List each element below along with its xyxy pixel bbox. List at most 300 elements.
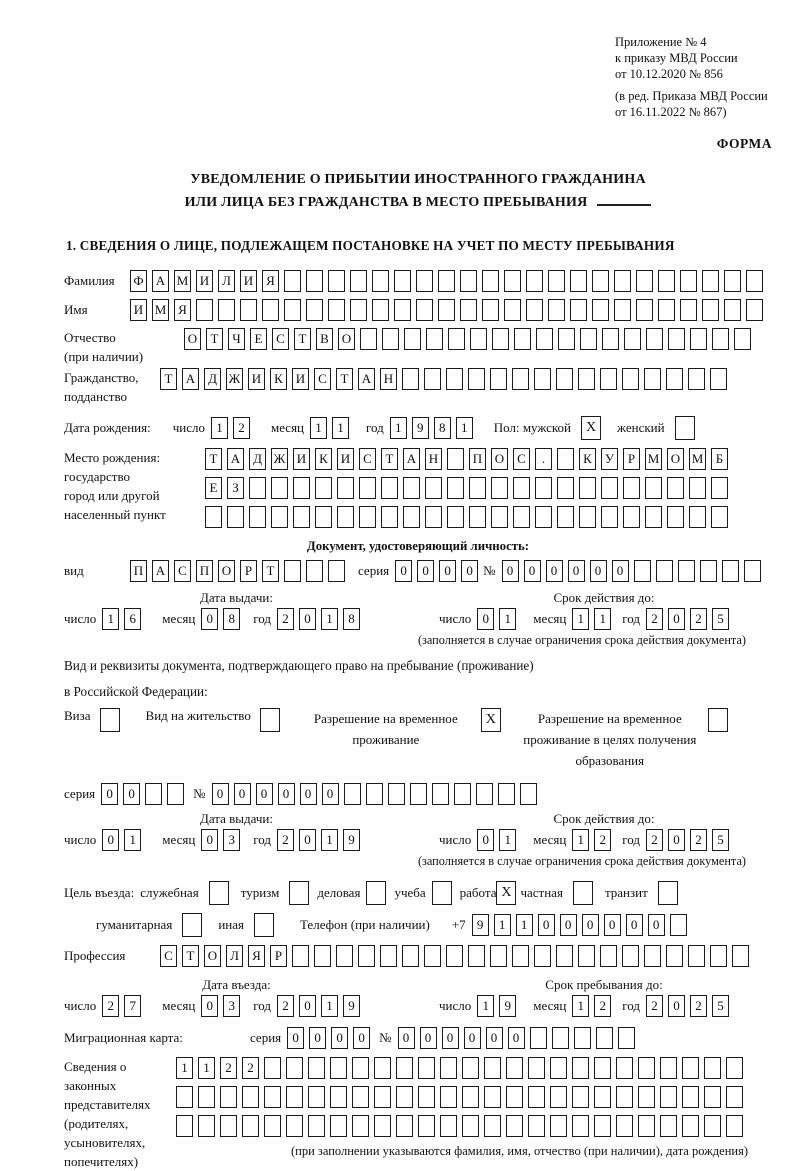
char-cell[interactable] <box>634 560 651 582</box>
char-cell[interactable]: Р <box>240 560 257 582</box>
char-cell[interactable] <box>645 477 662 499</box>
char-cell[interactable] <box>702 299 719 321</box>
char-cell[interactable] <box>198 1086 215 1108</box>
char-cell[interactable]: 0 <box>212 783 229 805</box>
char-cell[interactable] <box>536 328 553 350</box>
char-cell[interactable] <box>623 477 640 499</box>
char-cell[interactable] <box>513 506 530 528</box>
char-cell[interactable] <box>264 1115 281 1137</box>
char-cell[interactable]: 9 <box>499 995 516 1017</box>
char-cell[interactable] <box>306 299 323 321</box>
char-cell[interactable]: Н <box>380 368 397 390</box>
char-cell[interactable]: Т <box>206 328 223 350</box>
char-cell[interactable] <box>424 368 441 390</box>
char-cell[interactable]: О <box>184 328 201 350</box>
char-cell[interactable] <box>680 299 697 321</box>
char-cell[interactable] <box>557 477 574 499</box>
char-cell[interactable]: У <box>601 448 618 470</box>
purpose-transit-checkbox[interactable] <box>658 881 678 905</box>
char-cell[interactable]: Т <box>205 448 222 470</box>
char-cell[interactable] <box>530 1027 547 1049</box>
char-cell[interactable] <box>446 945 463 967</box>
char-cell[interactable]: 5 <box>712 995 729 1017</box>
char-cell[interactable]: К <box>270 368 287 390</box>
char-cell[interactable] <box>558 328 575 350</box>
char-cell[interactable] <box>548 270 565 292</box>
purpose-official-checkbox[interactable] <box>209 881 229 905</box>
char-cell[interactable] <box>448 328 465 350</box>
char-cell[interactable]: 2 <box>277 608 294 630</box>
char-cell[interactable] <box>394 270 411 292</box>
char-cell[interactable]: 0 <box>568 560 585 582</box>
char-cell[interactable] <box>484 1115 501 1137</box>
char-cell[interactable] <box>528 1057 545 1079</box>
char-cell[interactable]: 1 <box>176 1057 193 1079</box>
char-cell[interactable] <box>374 1057 391 1079</box>
char-cell[interactable]: В <box>316 328 333 350</box>
char-cell[interactable]: О <box>491 448 508 470</box>
char-cell[interactable] <box>426 328 443 350</box>
char-cell[interactable]: С <box>272 328 289 350</box>
char-cell[interactable] <box>440 1057 457 1079</box>
char-cell[interactable] <box>381 506 398 528</box>
char-cell[interactable]: 1 <box>499 829 516 851</box>
char-cell[interactable]: 0 <box>502 560 519 582</box>
char-cell[interactable] <box>418 1086 435 1108</box>
char-cell[interactable] <box>557 448 574 470</box>
char-cell[interactable]: 9 <box>412 417 429 439</box>
char-cell[interactable] <box>700 560 717 582</box>
char-cell[interactable] <box>600 945 617 967</box>
char-cell[interactable]: 0 <box>201 829 218 851</box>
char-cell[interactable]: 0 <box>398 1027 415 1049</box>
char-cell[interactable] <box>425 506 442 528</box>
char-cell[interactable]: 5 <box>712 829 729 851</box>
char-cell[interactable]: А <box>182 368 199 390</box>
char-cell[interactable] <box>374 1115 391 1137</box>
char-cell[interactable]: Ж <box>271 448 288 470</box>
char-cell[interactable] <box>330 1057 347 1079</box>
char-cell[interactable]: З <box>227 477 244 499</box>
char-cell[interactable]: А <box>227 448 244 470</box>
purpose-other-checkbox[interactable] <box>254 913 274 937</box>
char-cell[interactable]: 0 <box>123 783 140 805</box>
char-cell[interactable]: 1 <box>572 608 589 630</box>
char-cell[interactable]: 0 <box>287 1027 304 1049</box>
char-cell[interactable]: Т <box>294 328 311 350</box>
char-cell[interactable] <box>704 1086 721 1108</box>
char-cell[interactable]: 1 <box>310 417 327 439</box>
char-cell[interactable]: 2 <box>277 829 294 851</box>
char-cell[interactable] <box>284 560 301 582</box>
char-cell[interactable] <box>359 477 376 499</box>
char-cell[interactable]: 0 <box>648 914 665 936</box>
char-cell[interactable]: А <box>403 448 420 470</box>
char-cell[interactable]: О <box>204 945 221 967</box>
char-cell[interactable]: Т <box>182 945 199 967</box>
char-cell[interactable] <box>550 1057 567 1079</box>
char-cell[interactable]: С <box>174 560 191 582</box>
char-cell[interactable]: 2 <box>646 995 663 1017</box>
char-cell[interactable] <box>548 299 565 321</box>
char-cell[interactable] <box>734 328 751 350</box>
char-cell[interactable]: 0 <box>278 783 295 805</box>
char-cell[interactable]: 0 <box>299 608 316 630</box>
char-cell[interactable] <box>550 1115 567 1137</box>
char-cell[interactable]: С <box>359 448 376 470</box>
char-cell[interactable] <box>438 299 455 321</box>
char-cell[interactable] <box>491 506 508 528</box>
char-cell[interactable] <box>167 783 184 805</box>
char-cell[interactable] <box>656 560 673 582</box>
char-cell[interactable]: 1 <box>494 914 511 936</box>
char-cell[interactable] <box>308 1086 325 1108</box>
char-cell[interactable]: Т <box>336 368 353 390</box>
char-cell[interactable] <box>220 1086 237 1108</box>
char-cell[interactable] <box>284 299 301 321</box>
char-cell[interactable] <box>724 299 741 321</box>
char-cell[interactable] <box>622 368 639 390</box>
char-cell[interactable]: 3 <box>223 995 240 1017</box>
char-cell[interactable]: Я <box>248 945 265 967</box>
char-cell[interactable] <box>352 1057 369 1079</box>
char-cell[interactable] <box>594 1086 611 1108</box>
char-cell[interactable] <box>704 1057 721 1079</box>
char-cell[interactable] <box>360 328 377 350</box>
char-cell[interactable]: К <box>315 448 332 470</box>
char-cell[interactable] <box>314 945 331 967</box>
char-cell[interactable]: 0 <box>102 829 119 851</box>
char-cell[interactable]: Д <box>204 368 221 390</box>
char-cell[interactable] <box>596 1027 613 1049</box>
char-cell[interactable] <box>249 477 266 499</box>
char-cell[interactable] <box>462 1115 479 1137</box>
char-cell[interactable]: М <box>174 270 191 292</box>
char-cell[interactable]: 1 <box>594 608 611 630</box>
char-cell[interactable] <box>601 477 618 499</box>
purpose-private-checkbox[interactable] <box>573 881 593 905</box>
char-cell[interactable] <box>482 270 499 292</box>
char-cell[interactable]: М <box>152 299 169 321</box>
char-cell[interactable]: 1 <box>572 995 589 1017</box>
char-cell[interactable] <box>403 477 420 499</box>
char-cell[interactable]: 3 <box>223 829 240 851</box>
char-cell[interactable] <box>504 299 521 321</box>
char-cell[interactable] <box>601 506 618 528</box>
char-cell[interactable]: 8 <box>434 417 451 439</box>
char-cell[interactable]: 0 <box>309 1027 326 1049</box>
char-cell[interactable]: Ф <box>130 270 147 292</box>
char-cell[interactable] <box>308 1057 325 1079</box>
char-cell[interactable]: 0 <box>234 783 251 805</box>
char-cell[interactable] <box>638 1057 655 1079</box>
char-cell[interactable]: 9 <box>343 829 360 851</box>
char-cell[interactable] <box>396 1086 413 1108</box>
char-cell[interactable] <box>526 270 543 292</box>
char-cell[interactable]: Е <box>205 477 222 499</box>
char-cell[interactable]: 2 <box>594 829 611 851</box>
char-cell[interactable] <box>689 506 706 528</box>
char-cell[interactable] <box>404 328 421 350</box>
char-cell[interactable] <box>372 270 389 292</box>
char-cell[interactable] <box>638 1086 655 1108</box>
char-cell[interactable] <box>616 1086 633 1108</box>
char-cell[interactable] <box>572 1115 589 1137</box>
char-cell[interactable] <box>526 299 543 321</box>
char-cell[interactable] <box>440 1115 457 1137</box>
char-cell[interactable] <box>315 506 332 528</box>
char-cell[interactable]: О <box>338 328 355 350</box>
char-cell[interactable] <box>504 270 521 292</box>
char-cell[interactable]: Т <box>160 368 177 390</box>
char-cell[interactable] <box>271 506 288 528</box>
char-cell[interactable]: 2 <box>220 1057 237 1079</box>
char-cell[interactable] <box>594 1115 611 1137</box>
char-cell[interactable]: П <box>196 560 213 582</box>
char-cell[interactable]: К <box>579 448 596 470</box>
char-cell[interactable]: 1 <box>516 914 533 936</box>
char-cell[interactable]: 2 <box>233 417 250 439</box>
char-cell[interactable] <box>667 477 684 499</box>
char-cell[interactable] <box>242 1086 259 1108</box>
char-cell[interactable]: Т <box>262 560 279 582</box>
char-cell[interactable] <box>330 1086 347 1108</box>
char-cell[interactable] <box>476 783 493 805</box>
char-cell[interactable] <box>308 1115 325 1137</box>
char-cell[interactable] <box>680 270 697 292</box>
char-cell[interactable]: 0 <box>477 608 494 630</box>
char-cell[interactable] <box>293 506 310 528</box>
char-cell[interactable] <box>330 1115 347 1137</box>
char-cell[interactable] <box>242 1115 259 1137</box>
char-cell[interactable] <box>425 477 442 499</box>
char-cell[interactable]: 1 <box>456 417 473 439</box>
char-cell[interactable] <box>469 506 486 528</box>
char-cell[interactable]: 0 <box>604 914 621 936</box>
char-cell[interactable]: 2 <box>646 829 663 851</box>
char-cell[interactable] <box>328 270 345 292</box>
purpose-tourism-checkbox[interactable] <box>289 881 309 905</box>
char-cell[interactable] <box>570 299 587 321</box>
char-cell[interactable]: О <box>667 448 684 470</box>
char-cell[interactable] <box>644 368 661 390</box>
char-cell[interactable]: 0 <box>439 560 456 582</box>
char-cell[interactable] <box>579 506 596 528</box>
char-cell[interactable] <box>264 1086 281 1108</box>
char-cell[interactable] <box>528 1086 545 1108</box>
char-cell[interactable] <box>336 945 353 967</box>
char-cell[interactable] <box>482 299 499 321</box>
char-cell[interactable] <box>614 270 631 292</box>
char-cell[interactable]: 0 <box>486 1027 503 1049</box>
char-cell[interactable] <box>710 368 727 390</box>
char-cell[interactable]: 0 <box>477 829 494 851</box>
char-cell[interactable] <box>484 1086 501 1108</box>
char-cell[interactable] <box>644 945 661 967</box>
char-cell[interactable] <box>403 506 420 528</box>
char-cell[interactable] <box>726 1057 743 1079</box>
char-cell[interactable] <box>286 1086 303 1108</box>
char-cell[interactable]: 2 <box>594 995 611 1017</box>
char-cell[interactable] <box>315 477 332 499</box>
char-cell[interactable]: 0 <box>395 560 412 582</box>
char-cell[interactable] <box>722 560 739 582</box>
char-cell[interactable]: А <box>152 560 169 582</box>
char-cell[interactable]: 0 <box>626 914 643 936</box>
char-cell[interactable] <box>484 1057 501 1079</box>
char-cell[interactable] <box>440 1086 457 1108</box>
char-cell[interactable] <box>396 1057 413 1079</box>
char-cell[interactable] <box>498 783 515 805</box>
char-cell[interactable] <box>205 506 222 528</box>
char-cell[interactable]: 5 <box>712 608 729 630</box>
char-cell[interactable]: 1 <box>332 417 349 439</box>
char-cell[interactable] <box>446 368 463 390</box>
char-cell[interactable] <box>592 270 609 292</box>
char-cell[interactable]: 2 <box>646 608 663 630</box>
char-cell[interactable]: 0 <box>442 1027 459 1049</box>
char-cell[interactable] <box>410 783 427 805</box>
char-cell[interactable]: О <box>218 560 235 582</box>
char-cell[interactable] <box>570 270 587 292</box>
char-cell[interactable] <box>196 299 213 321</box>
char-cell[interactable]: Д <box>249 448 266 470</box>
char-cell[interactable] <box>711 506 728 528</box>
char-cell[interactable] <box>454 783 471 805</box>
char-cell[interactable] <box>469 477 486 499</box>
char-cell[interactable] <box>688 368 705 390</box>
char-cell[interactable]: Б <box>711 448 728 470</box>
char-cell[interactable] <box>556 945 573 967</box>
char-cell[interactable] <box>535 477 552 499</box>
char-cell[interactable] <box>638 1115 655 1137</box>
char-cell[interactable] <box>660 1057 677 1079</box>
char-cell[interactable]: 1 <box>321 829 338 851</box>
char-cell[interactable] <box>176 1115 193 1137</box>
char-cell[interactable]: А <box>358 368 375 390</box>
char-cell[interactable]: 1 <box>211 417 228 439</box>
char-cell[interactable] <box>470 328 487 350</box>
char-cell[interactable] <box>491 477 508 499</box>
char-cell[interactable] <box>352 1086 369 1108</box>
sex-female-checkbox[interactable] <box>675 416 695 440</box>
char-cell[interactable]: П <box>469 448 486 470</box>
char-cell[interactable] <box>670 914 687 936</box>
char-cell[interactable] <box>667 506 684 528</box>
char-cell[interactable]: 6 <box>124 608 141 630</box>
char-cell[interactable]: 0 <box>461 560 478 582</box>
char-cell[interactable] <box>580 328 597 350</box>
visa-checkbox[interactable] <box>100 708 120 732</box>
char-cell[interactable]: П <box>130 560 147 582</box>
char-cell[interactable] <box>746 299 763 321</box>
char-cell[interactable]: 1 <box>321 995 338 1017</box>
char-cell[interactable] <box>462 1057 479 1079</box>
char-cell[interactable]: 0 <box>508 1027 525 1049</box>
char-cell[interactable]: Е <box>250 328 267 350</box>
char-cell[interactable] <box>447 506 464 528</box>
char-cell[interactable] <box>381 477 398 499</box>
char-cell[interactable] <box>534 368 551 390</box>
char-cell[interactable]: Ч <box>228 328 245 350</box>
char-cell[interactable]: 0 <box>464 1027 481 1049</box>
char-cell[interactable]: 2 <box>690 995 707 1017</box>
char-cell[interactable] <box>746 270 763 292</box>
char-cell[interactable] <box>460 270 477 292</box>
char-cell[interactable]: 0 <box>256 783 273 805</box>
char-cell[interactable] <box>293 477 310 499</box>
char-cell[interactable]: 0 <box>201 995 218 1017</box>
char-cell[interactable] <box>682 1086 699 1108</box>
char-cell[interactable] <box>176 1086 193 1108</box>
char-cell[interactable] <box>658 299 675 321</box>
char-cell[interactable] <box>712 328 729 350</box>
char-cell[interactable] <box>432 783 449 805</box>
char-cell[interactable]: 0 <box>668 995 685 1017</box>
char-cell[interactable]: 0 <box>201 608 218 630</box>
char-cell[interactable]: 2 <box>690 829 707 851</box>
char-cell[interactable] <box>382 328 399 350</box>
char-cell[interactable] <box>284 270 301 292</box>
char-cell[interactable] <box>688 945 705 967</box>
char-cell[interactable] <box>506 1086 523 1108</box>
char-cell[interactable] <box>344 783 361 805</box>
sex-male-checkbox[interactable]: X <box>581 416 601 440</box>
char-cell[interactable] <box>506 1057 523 1079</box>
char-cell[interactable]: Л <box>226 945 243 967</box>
char-cell[interactable] <box>636 299 653 321</box>
char-cell[interactable]: 0 <box>524 560 541 582</box>
char-cell[interactable]: 2 <box>102 995 119 1017</box>
char-cell[interactable]: 7 <box>124 995 141 1017</box>
char-cell[interactable] <box>372 299 389 321</box>
char-cell[interactable]: И <box>130 299 147 321</box>
char-cell[interactable]: Р <box>623 448 640 470</box>
char-cell[interactable]: . <box>535 448 552 470</box>
char-cell[interactable] <box>492 328 509 350</box>
char-cell[interactable] <box>658 270 675 292</box>
char-cell[interactable]: М <box>689 448 706 470</box>
char-cell[interactable]: 0 <box>299 829 316 851</box>
char-cell[interactable] <box>623 506 640 528</box>
char-cell[interactable] <box>402 368 419 390</box>
char-cell[interactable] <box>520 783 537 805</box>
char-cell[interactable]: 1 <box>198 1057 215 1079</box>
char-cell[interactable] <box>220 1115 237 1137</box>
char-cell[interactable]: 0 <box>538 914 555 936</box>
char-cell[interactable] <box>578 368 595 390</box>
char-cell[interactable] <box>592 299 609 321</box>
char-cell[interactable] <box>645 506 662 528</box>
char-cell[interactable] <box>689 477 706 499</box>
char-cell[interactable] <box>462 1086 479 1108</box>
char-cell[interactable] <box>528 1115 545 1137</box>
purpose-study-checkbox[interactable] <box>432 881 452 905</box>
char-cell[interactable] <box>380 945 397 967</box>
char-cell[interactable]: И <box>292 368 309 390</box>
char-cell[interactable] <box>352 1115 369 1137</box>
char-cell[interactable]: 0 <box>331 1027 348 1049</box>
char-cell[interactable] <box>460 299 477 321</box>
char-cell[interactable] <box>388 783 405 805</box>
char-cell[interactable]: 2 <box>277 995 294 1017</box>
char-cell[interactable] <box>218 299 235 321</box>
char-cell[interactable] <box>666 368 683 390</box>
char-cell[interactable] <box>416 270 433 292</box>
char-cell[interactable] <box>418 1115 435 1137</box>
char-cell[interactable]: Я <box>174 299 191 321</box>
char-cell[interactable] <box>350 270 367 292</box>
